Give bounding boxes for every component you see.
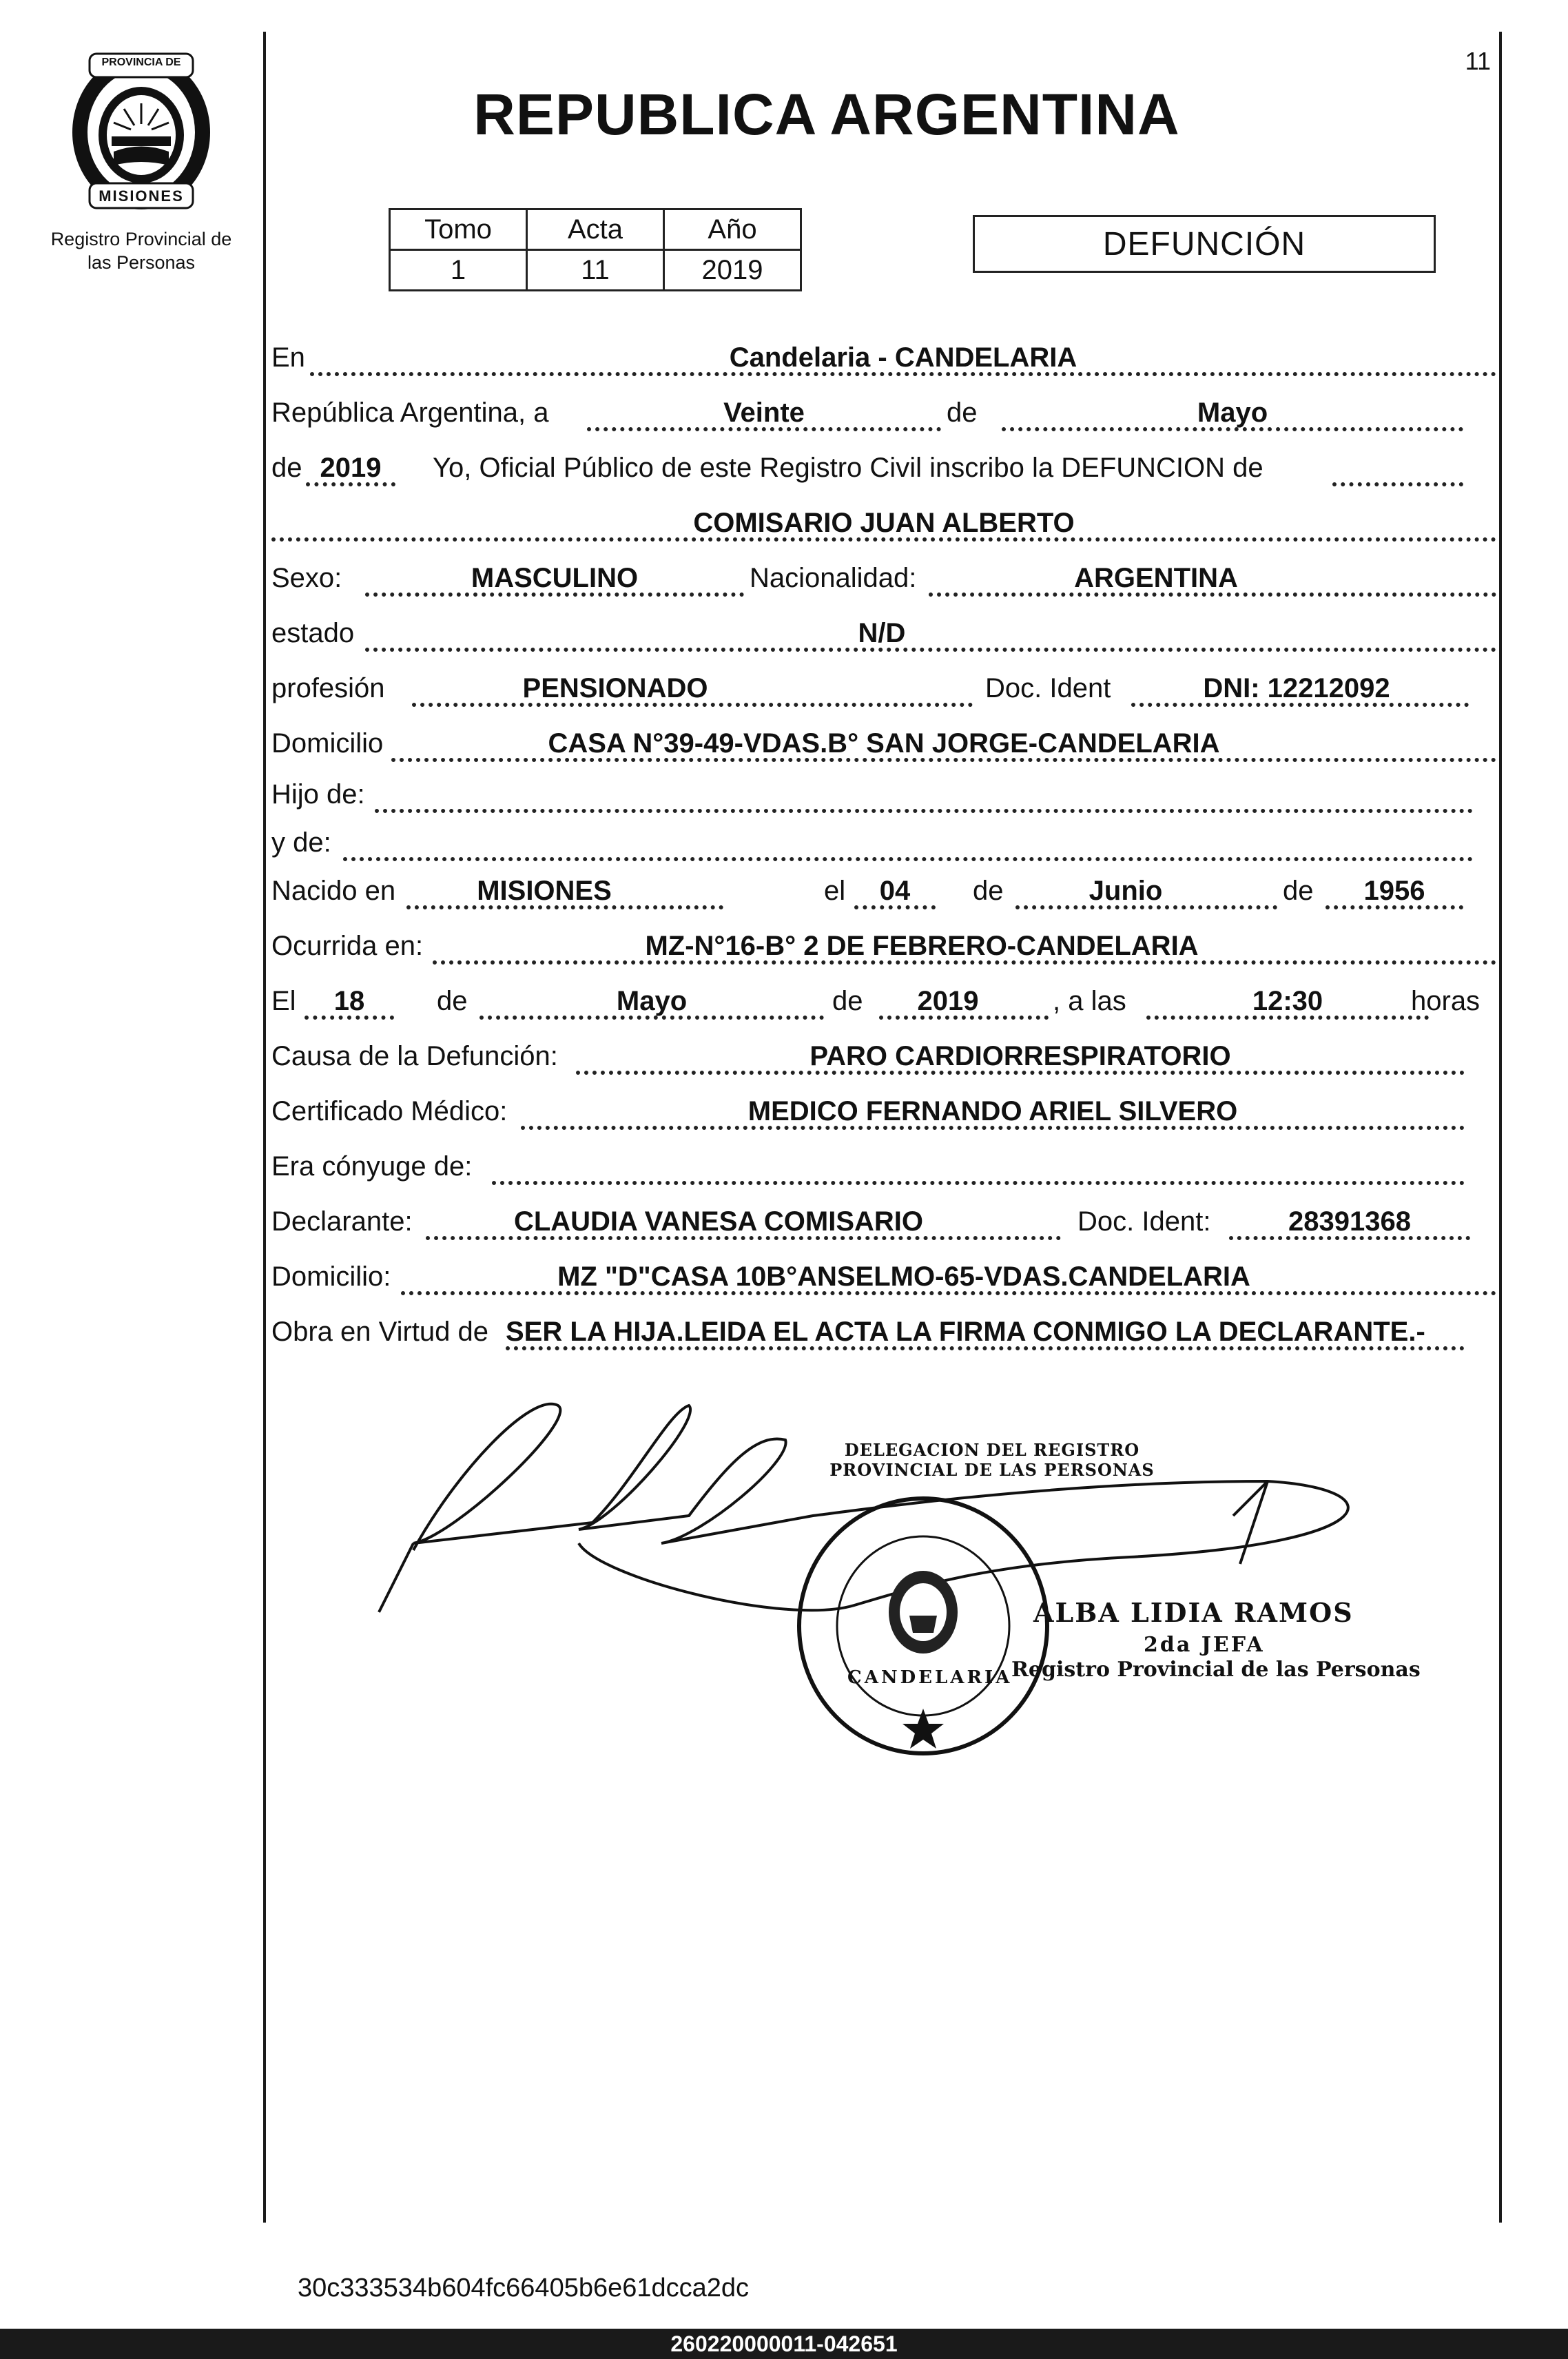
- stamp-inner-text: CANDELARIA: [847, 1667, 1013, 1688]
- el-label: el: [824, 876, 846, 906]
- republica-label: República Argentina, a: [271, 398, 549, 428]
- estado-label: estado: [271, 618, 355, 648]
- row-obra: [271, 1312, 1496, 1353]
- record-type-box: DEFUNCIÓN: [973, 215, 1436, 273]
- causa-label: Causa de la Defunción:: [271, 1041, 558, 1071]
- tomo-header: Tomo: [390, 209, 527, 250]
- nacido-value: MISIONES: [477, 876, 612, 906]
- death-day-value: 18: [333, 986, 365, 1016]
- emblem-text-bottom: MISIONES: [99, 187, 184, 205]
- page-number: 11: [1465, 47, 1491, 75]
- doc-ident-label: Doc. Ident: [985, 673, 1111, 703]
- row-conyuge: [271, 1146, 1496, 1188]
- horas-label: horas: [1411, 986, 1481, 1016]
- document-hash: 30c333534b604fc66405b6e61dcca2dc: [298, 2274, 750, 2303]
- death-month-value: Mayo: [616, 986, 688, 1016]
- domicilio-label: Domicilio: [271, 728, 384, 759]
- row-declarante: [271, 1202, 1496, 1243]
- official-title: 2da JEFA: [1144, 1633, 1265, 1657]
- row-profesion: [271, 668, 1496, 710]
- de-label: de: [437, 986, 468, 1016]
- row-nacido: [271, 871, 1496, 912]
- day-words-value: Veinte: [723, 398, 805, 428]
- row-nombre: [271, 503, 1496, 544]
- ocurrida-label: Ocurrida en:: [271, 931, 424, 961]
- registry-label: [28, 227, 255, 274]
- left-margin-line: [263, 32, 266, 2223]
- deceased-name-value: COMISARIO JUAN ALBERTO: [693, 508, 1075, 538]
- row-yde: [271, 823, 1496, 864]
- declarante-doc-label: Doc. Ident:: [1077, 1206, 1211, 1237]
- causa-value: PARO CARDIORRESPIRATORIO: [809, 1041, 1231, 1071]
- yde-label: y de:: [271, 827, 331, 858]
- anio-value: 2019: [664, 250, 801, 291]
- stamp-ring-text: DELEGACION DEL REGISTRO PROVINCIAL DE LAS PERSONAS: [829, 1440, 1155, 1480]
- birth-month-value: Junio: [1089, 876, 1163, 906]
- official-org: Registro Provincial de las Personas: [1011, 1658, 1421, 1682]
- domicilio-declarante-value: MZ "D"CASA 10B°ANSELMO-65-VDAS.CANDELARIA: [557, 1261, 1250, 1292]
- registry-line-2: las Personas: [87, 252, 196, 273]
- de-label: de: [832, 986, 863, 1016]
- obra-label: Obra en Virtud de: [271, 1317, 489, 1347]
- de-label: de: [271, 453, 302, 483]
- row-certificado: [271, 1091, 1496, 1133]
- nacionalidad-label: Nacionalidad:: [750, 563, 917, 593]
- declarante-doc-value: 28391368: [1288, 1206, 1411, 1237]
- year-value: 2019: [320, 453, 382, 483]
- doc-ident-value: DNI: 12212092: [1203, 673, 1390, 703]
- profesion-label: profesión: [271, 673, 385, 703]
- estado-value: N/D: [858, 618, 906, 648]
- hijo-label: Hijo de:: [271, 779, 365, 810]
- barcode-number: 260220000011-042651: [670, 2331, 898, 2356]
- de-label: de: [1283, 876, 1314, 906]
- month-value: Mayo: [1197, 398, 1268, 428]
- row-domicilio: [271, 723, 1496, 765]
- official-name: ALBA LIDIA RAMOS: [1033, 1597, 1354, 1628]
- nacionalidad-value: ARGENTINA: [1074, 563, 1238, 593]
- row-estado: [271, 613, 1496, 655]
- domicilio-declarante-label: Domicilio:: [271, 1261, 391, 1292]
- profesion-value: PENSIONADO: [522, 673, 708, 703]
- ocurrida-value: MZ-N°16-B° 2 DE FEBRERO-CANDELARIA: [645, 931, 1199, 961]
- alas-label: , a las: [1053, 986, 1126, 1016]
- birth-day-value: 04: [879, 876, 911, 906]
- domicilio-value: CASA N°39-49-VDAS.B° SAN JORGE-CANDELARIA: [548, 728, 1220, 759]
- tomo-value: 1: [390, 250, 527, 291]
- book-reference-table: [389, 208, 802, 291]
- yo-text: Yo, Oficial Público de este Registro Civil inscribo la DEFUNCION de: [433, 453, 1263, 483]
- de-label: de: [947, 398, 978, 428]
- birth-year-value: 1956: [1363, 876, 1425, 906]
- row-sexo: [271, 558, 1496, 599]
- en-label: En: [271, 342, 305, 373]
- page-title: REPUBLICA ARGENTINA: [473, 82, 1180, 147]
- sexo-label: Sexo:: [271, 563, 342, 593]
- declarante-value: CLAUDIA VANESA COMISARIO: [513, 1206, 924, 1237]
- declarante-label: Declarante:: [271, 1206, 413, 1237]
- en-value: Candelaria - CANDELARIA: [729, 342, 1077, 373]
- row-anio: [271, 448, 1496, 489]
- obra-value: SER LA HIJA.LEIDA EL ACTA LA FIRMA CONMIGO LA DECLARANTE.-: [506, 1317, 1425, 1347]
- signature-and-stamp: [372, 1378, 1405, 1764]
- row-fecha: [271, 393, 1496, 434]
- row-ocurrida: [271, 926, 1496, 967]
- conyuge-label: Era cónyuge de:: [271, 1151, 473, 1182]
- de-label: de: [973, 876, 1004, 906]
- certificado-label: Certificado Médico:: [271, 1096, 508, 1126]
- registry-line-1: Registro Provincial de: [50, 229, 232, 249]
- death-year-value: 2019: [917, 986, 979, 1016]
- el-label: El: [271, 986, 296, 1016]
- acta-value: 11: [527, 250, 664, 291]
- anio-header: Año: [664, 209, 801, 250]
- row-hijo: [271, 774, 1496, 816]
- emblem-text-top: PROVINCIA DE: [101, 56, 181, 68]
- death-time-value: 12:30: [1252, 986, 1323, 1016]
- right-margin-line: [1499, 32, 1502, 2223]
- sexo-value: MASCULINO: [471, 563, 639, 593]
- certificado-value: MEDICO FERNANDO ARIEL SILVERO: [747, 1096, 1238, 1126]
- nacido-label: Nacido en: [271, 876, 396, 906]
- row-fecha-defuncion: [271, 981, 1496, 1022]
- row-en: [271, 338, 1496, 379]
- acta-header: Acta: [527, 209, 664, 250]
- row-causa: [271, 1036, 1496, 1078]
- row-domicilio-declarante: [271, 1257, 1496, 1298]
